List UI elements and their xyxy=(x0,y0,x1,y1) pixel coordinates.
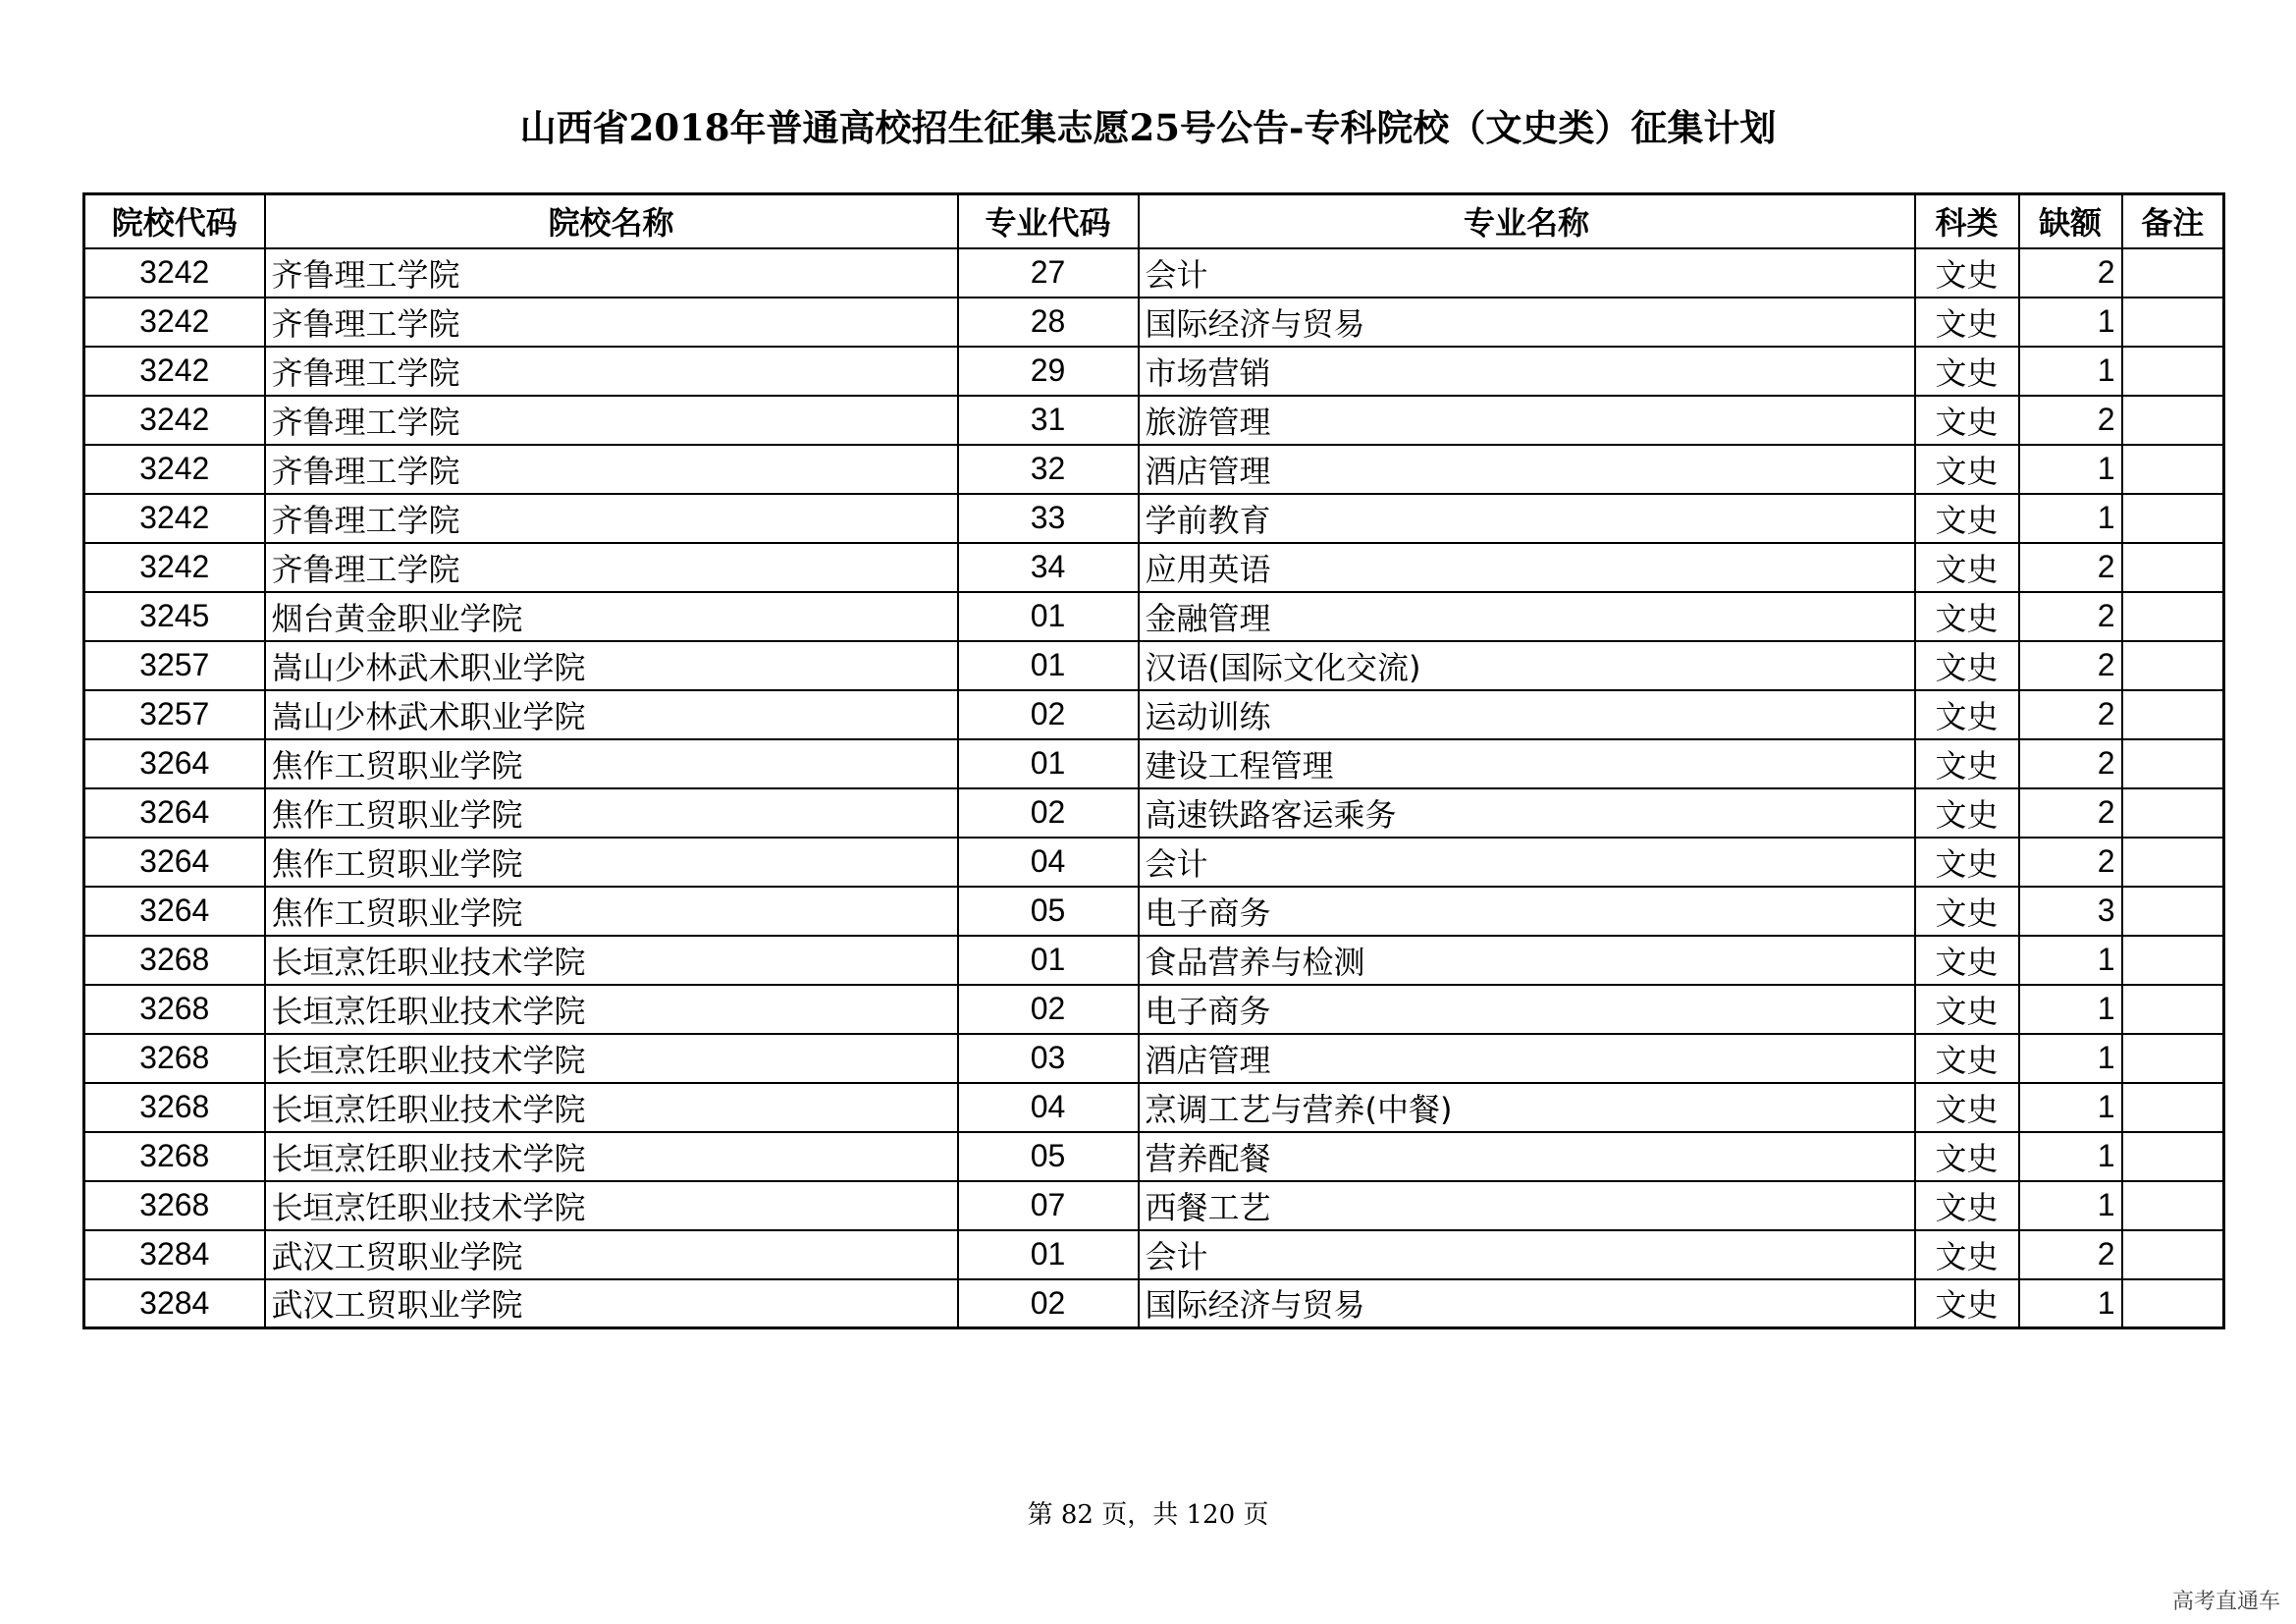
cell-major-name: 烹调工艺与营养(中餐) xyxy=(1139,1083,1915,1132)
table-row xyxy=(84,396,2224,445)
cell-note xyxy=(2122,592,2224,641)
cell-major-code: 32 xyxy=(958,445,1139,494)
cell-major-code: 01 xyxy=(958,936,1139,985)
cell-school-code: 3242 xyxy=(84,248,265,298)
cell-quota: 1 xyxy=(2019,298,2122,347)
table-row xyxy=(84,985,2224,1034)
cell-major-name: 食品营养与检测 xyxy=(1139,936,1915,985)
cell-school-code: 3284 xyxy=(84,1230,265,1279)
cell-category: 文史 xyxy=(1915,1181,2019,1230)
cell-quota: 1 xyxy=(2019,985,2122,1034)
cell-quota: 1 xyxy=(2019,445,2122,494)
cell-category: 文史 xyxy=(1915,543,2019,592)
cell-school-code: 3242 xyxy=(84,543,265,592)
cell-school-name: 烟台黄金职业学院 xyxy=(265,592,958,641)
cell-major-name: 市场营销 xyxy=(1139,347,1915,396)
cell-major-code: 01 xyxy=(958,641,1139,690)
cell-major-code: 33 xyxy=(958,494,1139,543)
cell-school-code: 3242 xyxy=(84,445,265,494)
cell-school-code: 3245 xyxy=(84,592,265,641)
cell-school-code: 3268 xyxy=(84,1034,265,1083)
cell-school-code: 3268 xyxy=(84,985,265,1034)
cell-quota: 2 xyxy=(2019,641,2122,690)
cell-note xyxy=(2122,936,2224,985)
table-row xyxy=(84,788,2224,838)
cell-category: 文史 xyxy=(1915,494,2019,543)
cell-major-name: 营养配餐 xyxy=(1139,1132,1915,1181)
cell-quota: 1 xyxy=(2019,1132,2122,1181)
cell-quota: 2 xyxy=(2019,739,2122,788)
cell-major-code: 05 xyxy=(958,1132,1139,1181)
cell-major-code: 34 xyxy=(958,543,1139,592)
cell-major-name: 西餐工艺 xyxy=(1139,1181,1915,1230)
cell-category: 文史 xyxy=(1915,690,2019,739)
cell-quota: 2 xyxy=(2019,690,2122,739)
cell-major-code: 29 xyxy=(958,347,1139,396)
table-row xyxy=(84,445,2224,494)
cell-school-code: 3242 xyxy=(84,494,265,543)
cell-school-name: 长垣烹饪职业技术学院 xyxy=(265,1034,958,1083)
table-row xyxy=(84,543,2224,592)
cell-category: 文史 xyxy=(1915,347,2019,396)
page-number: 第 82 页，共 120 页 xyxy=(1027,1500,1269,1530)
cell-note xyxy=(2122,445,2224,494)
cell-major-name: 汉语(国际文化交流) xyxy=(1139,641,1915,690)
cell-category: 文史 xyxy=(1915,445,2019,494)
watermark: 高考直通车 xyxy=(2171,1590,2280,1614)
header-major-code: 专业代码 xyxy=(958,194,1139,248)
cell-school-name: 武汉工贸职业学院 xyxy=(265,1230,958,1279)
table-row xyxy=(84,838,2224,887)
cell-note xyxy=(2122,887,2224,936)
cell-school-code: 3264 xyxy=(84,788,265,838)
cell-school-name: 长垣烹饪职业技术学院 xyxy=(265,1132,958,1181)
table-row xyxy=(84,494,2224,543)
cell-major-name: 酒店管理 xyxy=(1139,1034,1915,1083)
cell-school-name: 焦作工贸职业学院 xyxy=(265,887,958,936)
cell-quota: 1 xyxy=(2019,936,2122,985)
cell-quota: 2 xyxy=(2019,592,2122,641)
header-school-code: 院校代码 xyxy=(84,194,265,248)
cell-note xyxy=(2122,396,2224,445)
cell-note xyxy=(2122,838,2224,887)
cell-note xyxy=(2122,494,2224,543)
cell-category: 文史 xyxy=(1915,985,2019,1034)
table-row xyxy=(84,1230,2224,1279)
cell-quota: 1 xyxy=(2019,1083,2122,1132)
cell-major-name: 电子商务 xyxy=(1139,985,1915,1034)
cell-category: 文史 xyxy=(1915,1132,2019,1181)
cell-school-name: 长垣烹饪职业技术学院 xyxy=(265,985,958,1034)
cell-note xyxy=(2122,543,2224,592)
cell-school-code: 3257 xyxy=(84,641,265,690)
cell-category: 文史 xyxy=(1915,641,2019,690)
cell-category: 文史 xyxy=(1915,838,2019,887)
cell-major-code: 01 xyxy=(958,1230,1139,1279)
cell-quota: 3 xyxy=(2019,887,2122,936)
cell-major-name: 学前教育 xyxy=(1139,494,1915,543)
cell-quota: 1 xyxy=(2019,347,2122,396)
cell-school-code: 3264 xyxy=(84,838,265,887)
header-note: 备注 xyxy=(2122,194,2224,248)
cell-major-code: 27 xyxy=(958,248,1139,298)
cell-school-name: 长垣烹饪职业技术学院 xyxy=(265,1181,958,1230)
cell-major-code: 31 xyxy=(958,396,1139,445)
table-row xyxy=(84,298,2224,347)
cell-school-code: 3257 xyxy=(84,690,265,739)
table-row xyxy=(84,592,2224,641)
cell-school-code: 3242 xyxy=(84,298,265,347)
cell-school-name: 齐鲁理工学院 xyxy=(265,396,958,445)
table-header-row xyxy=(84,194,2224,248)
cell-major-name: 会计 xyxy=(1139,248,1915,298)
cell-quota: 2 xyxy=(2019,788,2122,838)
cell-category: 文史 xyxy=(1915,1083,2019,1132)
cell-school-code: 3242 xyxy=(84,396,265,445)
table-row xyxy=(84,248,2224,298)
cell-note xyxy=(2122,298,2224,347)
cell-category: 文史 xyxy=(1915,396,2019,445)
cell-school-name: 长垣烹饪职业技术学院 xyxy=(265,1083,958,1132)
cell-note xyxy=(2122,248,2224,298)
cell-major-name: 电子商务 xyxy=(1139,887,1915,936)
header-major-name: 专业名称 xyxy=(1139,194,1915,248)
cell-major-name: 高速铁路客运乘务 xyxy=(1139,788,1915,838)
cell-major-code: 02 xyxy=(958,985,1139,1034)
cell-note xyxy=(2122,985,2224,1034)
cell-major-name: 运动训练 xyxy=(1139,690,1915,739)
cell-category: 文史 xyxy=(1915,1230,2019,1279)
cell-major-code: 01 xyxy=(958,739,1139,788)
page-title: 山西省2018年普通高校招生征集志愿25号公告-专科院校（文史类）征集计划 xyxy=(519,106,1777,149)
cell-note xyxy=(2122,641,2224,690)
cell-major-code: 04 xyxy=(958,838,1139,887)
table-row xyxy=(84,1181,2224,1230)
cell-note xyxy=(2122,1034,2224,1083)
cell-category: 文史 xyxy=(1915,1034,2019,1083)
cell-major-name: 酒店管理 xyxy=(1139,445,1915,494)
cell-school-code: 3268 xyxy=(84,936,265,985)
cell-category: 文史 xyxy=(1915,298,2019,347)
cell-category: 文史 xyxy=(1915,248,2019,298)
cell-category: 文史 xyxy=(1915,788,2019,838)
cell-school-name: 齐鲁理工学院 xyxy=(265,543,958,592)
cell-school-code: 3284 xyxy=(84,1279,265,1328)
table-row xyxy=(84,1132,2224,1181)
cell-quota: 1 xyxy=(2019,1181,2122,1230)
cell-quota: 1 xyxy=(2019,1034,2122,1083)
table-row xyxy=(84,641,2224,690)
table-row xyxy=(84,739,2224,788)
cell-major-name: 国际经济与贸易 xyxy=(1139,298,1915,347)
cell-major-code: 04 xyxy=(958,1083,1139,1132)
cell-school-code: 3242 xyxy=(84,347,265,396)
cell-school-code: 3268 xyxy=(84,1181,265,1230)
cell-school-name: 齐鲁理工学院 xyxy=(265,298,958,347)
cell-major-code: 07 xyxy=(958,1181,1139,1230)
cell-note xyxy=(2122,1279,2224,1328)
cell-school-code: 3268 xyxy=(84,1132,265,1181)
table-row xyxy=(84,1083,2224,1132)
cell-major-name: 会计 xyxy=(1139,838,1915,887)
admission-plan-table xyxy=(82,192,2225,1329)
cell-category: 文史 xyxy=(1915,739,2019,788)
header-quota: 缺额 xyxy=(2019,194,2122,248)
cell-school-name: 焦作工贸职业学院 xyxy=(265,788,958,838)
cell-major-name: 建设工程管理 xyxy=(1139,739,1915,788)
cell-school-name: 长垣烹饪职业技术学院 xyxy=(265,936,958,985)
cell-school-code: 3264 xyxy=(84,739,265,788)
cell-note xyxy=(2122,1132,2224,1181)
cell-note xyxy=(2122,788,2224,838)
header-school-name: 院校名称 xyxy=(265,194,958,248)
cell-major-name: 金融管理 xyxy=(1139,592,1915,641)
cell-category: 文史 xyxy=(1915,936,2019,985)
cell-major-code: 02 xyxy=(958,690,1139,739)
cell-quota: 2 xyxy=(2019,1230,2122,1279)
cell-note xyxy=(2122,739,2224,788)
cell-school-name: 齐鲁理工学院 xyxy=(265,445,958,494)
cell-school-code: 3264 xyxy=(84,887,265,936)
cell-major-code: 05 xyxy=(958,887,1139,936)
table-row xyxy=(84,690,2224,739)
cell-school-name: 焦作工贸职业学院 xyxy=(265,739,958,788)
cell-school-name: 齐鲁理工学院 xyxy=(265,494,958,543)
cell-major-code: 02 xyxy=(958,788,1139,838)
cell-school-name: 齐鲁理工学院 xyxy=(265,347,958,396)
cell-school-code: 3268 xyxy=(84,1083,265,1132)
cell-quota: 1 xyxy=(2019,1279,2122,1328)
cell-school-name: 齐鲁理工学院 xyxy=(265,248,958,298)
table-row xyxy=(84,887,2224,936)
cell-category: 文史 xyxy=(1915,887,2019,936)
cell-major-name: 会计 xyxy=(1139,1230,1915,1279)
cell-school-name: 嵩山少林武术职业学院 xyxy=(265,641,958,690)
cell-quota: 2 xyxy=(2019,543,2122,592)
header-category: 科类 xyxy=(1915,194,2019,248)
cell-note xyxy=(2122,347,2224,396)
cell-major-code: 03 xyxy=(958,1034,1139,1083)
cell-major-name: 国际经济与贸易 xyxy=(1139,1279,1915,1328)
cell-school-name: 武汉工贸职业学院 xyxy=(265,1279,958,1328)
cell-note xyxy=(2122,690,2224,739)
cell-school-name: 嵩山少林武术职业学院 xyxy=(265,690,958,739)
cell-quota: 2 xyxy=(2019,396,2122,445)
table-row xyxy=(84,936,2224,985)
cell-quota: 1 xyxy=(2019,494,2122,543)
cell-school-name: 焦作工贸职业学院 xyxy=(265,838,958,887)
cell-note xyxy=(2122,1230,2224,1279)
cell-major-code: 01 xyxy=(958,592,1139,641)
cell-major-name: 旅游管理 xyxy=(1139,396,1915,445)
table-row xyxy=(84,347,2224,396)
cell-category: 文史 xyxy=(1915,1279,2019,1328)
cell-major-name: 应用英语 xyxy=(1139,543,1915,592)
cell-major-code: 02 xyxy=(958,1279,1139,1328)
table-row xyxy=(84,1034,2224,1083)
cell-major-code: 28 xyxy=(958,298,1139,347)
cell-note xyxy=(2122,1083,2224,1132)
table-row xyxy=(84,1279,2224,1328)
cell-quota: 2 xyxy=(2019,838,2122,887)
cell-note xyxy=(2122,1181,2224,1230)
cell-quota: 2 xyxy=(2019,248,2122,298)
cell-category: 文史 xyxy=(1915,592,2019,641)
